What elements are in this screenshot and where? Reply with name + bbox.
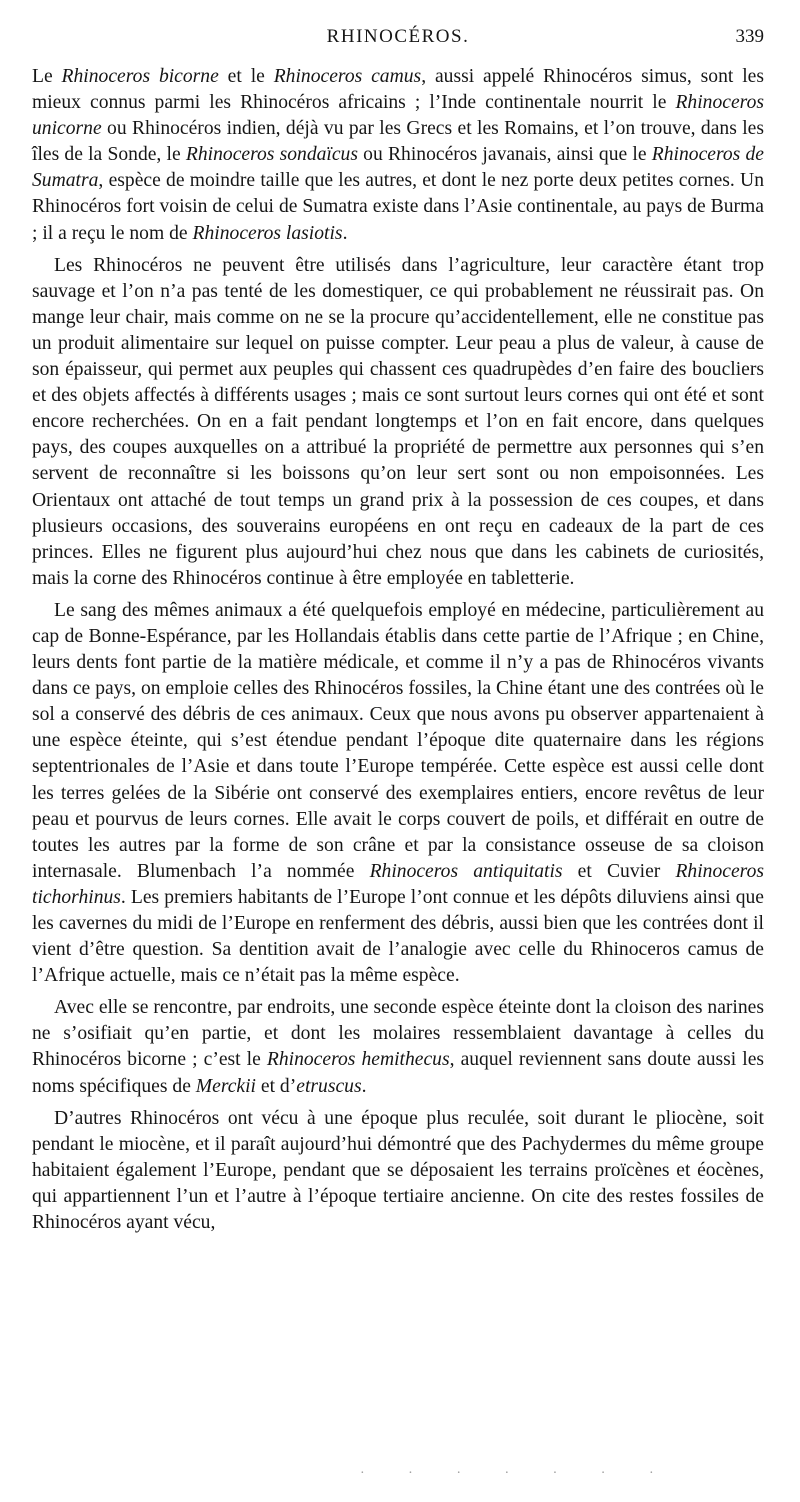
italic-term: Rhinoceros sondaïcus — [185, 144, 358, 166]
text-run: . — [342, 222, 348, 244]
paragraph-3 — [32, 598, 764, 989]
text-run: et le — [218, 66, 274, 87]
paragraph-2 — [32, 253, 764, 592]
text-run: , aussi appelé Rhinocéros simus, sont les mieux connus parmi les Rhinocéros africains ; l’Inde continentale nourrit le — [32, 66, 764, 114]
text-run: ou Rhinocéros javanais, ainsi que le — [357, 144, 652, 166]
italic-term: Rhinoceros unicorne — [32, 92, 764, 140]
italic-term: Rhinoceros tichorhinus — [32, 860, 764, 908]
italic-term: Rhinoceros de Sumatra — [32, 144, 764, 192]
italic-term: Rhinoceros camus — [273, 66, 422, 87]
italic-term: Rhinoceros bicorne — [61, 66, 219, 87]
text-run: . — [361, 1075, 367, 1097]
text-run: et Cuvier — [562, 860, 676, 882]
paragraph-4 — [32, 995, 764, 1099]
text-run: D’autres Rhinocéros ont vécu à une époque plus reculée, soit durant le pliocène, soit pendant le miocène, et il paraît aujourd’hui démontré que des Pachydermes du même groupe habitaient également l’Europe, pendant que se déposaient les terrains proïcènes et éocènes, qui appartiennent l’un et l’autre à l’époque tertiaire ancienne. On cite des restes fossiles de Rhinocéros ayant vécu, — [32, 1107, 764, 1234]
text-run: ou Rhinocéros indien, déjà vu par les Grecs et les Romains, et l’on trouve, dans les îles de la Sonde, le — [32, 118, 764, 166]
italic-term: Rhinoceros antiquitatis — [369, 860, 563, 882]
italic-term: etruscus — [296, 1075, 362, 1097]
page-number: 339 — [735, 26, 764, 47]
italic-term: Rhinoceros lasiotis — [192, 222, 343, 244]
paragraph-1 — [32, 64, 764, 247]
text-run: Le sang des mêmes animaux a été quelquefois employé en médecine, particulièrement au cap de Bonne-Espérance, par les Hollandais établis dans cette partie de l’Afrique ; en Chine, leurs dents font partie de la matière médicale, et comme il n’y a pas de Rhinocéros vivants dans ce pays, on emploie celles des Rhinocéros fossiles, la Chine étant une des contrées où le sol a conservé des débris de ces animaux. Ceux que nous avons pu observer appartenaient à une espèce éteinte, qui s’est étendue pendant l’époque dite quaternaire dans les régions septentrionales de l’Asie et dans toute l’Europe tempérée. Cette espèce est aussi celle dont les terres gelées de la Sibérie ont conservé des exemplaires entiers, encore revêtus de leur peau et pourvus de leurs cornes. Elle avait le corps couvert de poils, et différait en outre de toutes les autres par la forme de son crâne et par la consistance osseuse de sa cloison internasale. Blumenbach l’a nommée — [32, 599, 764, 882]
text-run: et d’ — [256, 1075, 297, 1097]
text-run: . Les premiers habitants de l’Europe l’ont connue et les dépôts diluviens ainsi que les cavernes du midi de l’Europe en renferment des débris, aussi bien que les contrées dont il vient d’être question. Sa dentition avait de l’analogie avec celle du Rhinoceros camus de l’Afrique actuelle, mais ce n’était pas la même espèce. — [32, 886, 764, 987]
italic-term: Merckii — [195, 1075, 256, 1097]
italic-term: Rhinoceros hemithecus — [266, 1049, 450, 1071]
running-head — [32, 26, 764, 64]
text-run: Le — [32, 66, 62, 87]
running-title: RHINOCÉROS. — [326, 26, 470, 47]
scan-artifact-dots: · · · · · · · — [360, 1466, 674, 1481]
paragraph-5 — [32, 1106, 764, 1236]
text-run: Les Rhinocéros ne peuvent être utilisés dans l’agriculture, leur caractère étant trop sauvage et l’on n’a pas tenté de les domestiquer, ce qui probablement ne réussirait pas. On mange leur chair, mais comme on ne se la procure qu’accidentellement, elle ne constitue pas un produit alimentaire sur lequel on puisse compter. Leur peau a plus de valeur, à cause de son épaisseur, qui permet aux peuples qui chassent ces quadrupèdes d’en faire des boucliers et des objets affectés à différents usages ; mais ce sont surtout leurs cornes qui ont été et sont encore recherchées. On en a fait pendant longtemps et l’on en fait encore, dans quelques pays, des coupes auxquelles on a attribué la propriété de permettre aux personnes qui s’en servent de reconnaître si les boissons qu’on leur sert sont ou non empoisonnées. Les Orientaux ont attaché de tout temps un grand prix à la possession de ces coupes, et dans plusieurs occasions, des souverains européens en ont reçu en cadeaux de la part de ces princes. Elles ne figurent plus aujourd’hui chez nous que dans les cabinets de curiosités, mais la corne des Rhinocéros continue à être employée en tabletterie. — [32, 254, 764, 589]
text-run: , auquel reviennent sans doute aussi les noms spécifiques de — [32, 1049, 765, 1097]
text-run: Avec elle se rencontre, par endroits, une seconde espèce éteinte dont la cloison des narines ne s’osifiait qu’en partie, et dont les molaires ressemblaient davantage à celles du Rhinocéros bicorne ; c’est le — [32, 997, 764, 1071]
body-text — [32, 64, 764, 1236]
text-run: , espèce de moindre taille que les autres, et dont le nez porte deux petites cornes. Un Rhinocéros fort voisin de celui de Sumatra existe dans l’Asie continentale, au pays de Burma ; il a reçu le nom de — [32, 170, 764, 244]
